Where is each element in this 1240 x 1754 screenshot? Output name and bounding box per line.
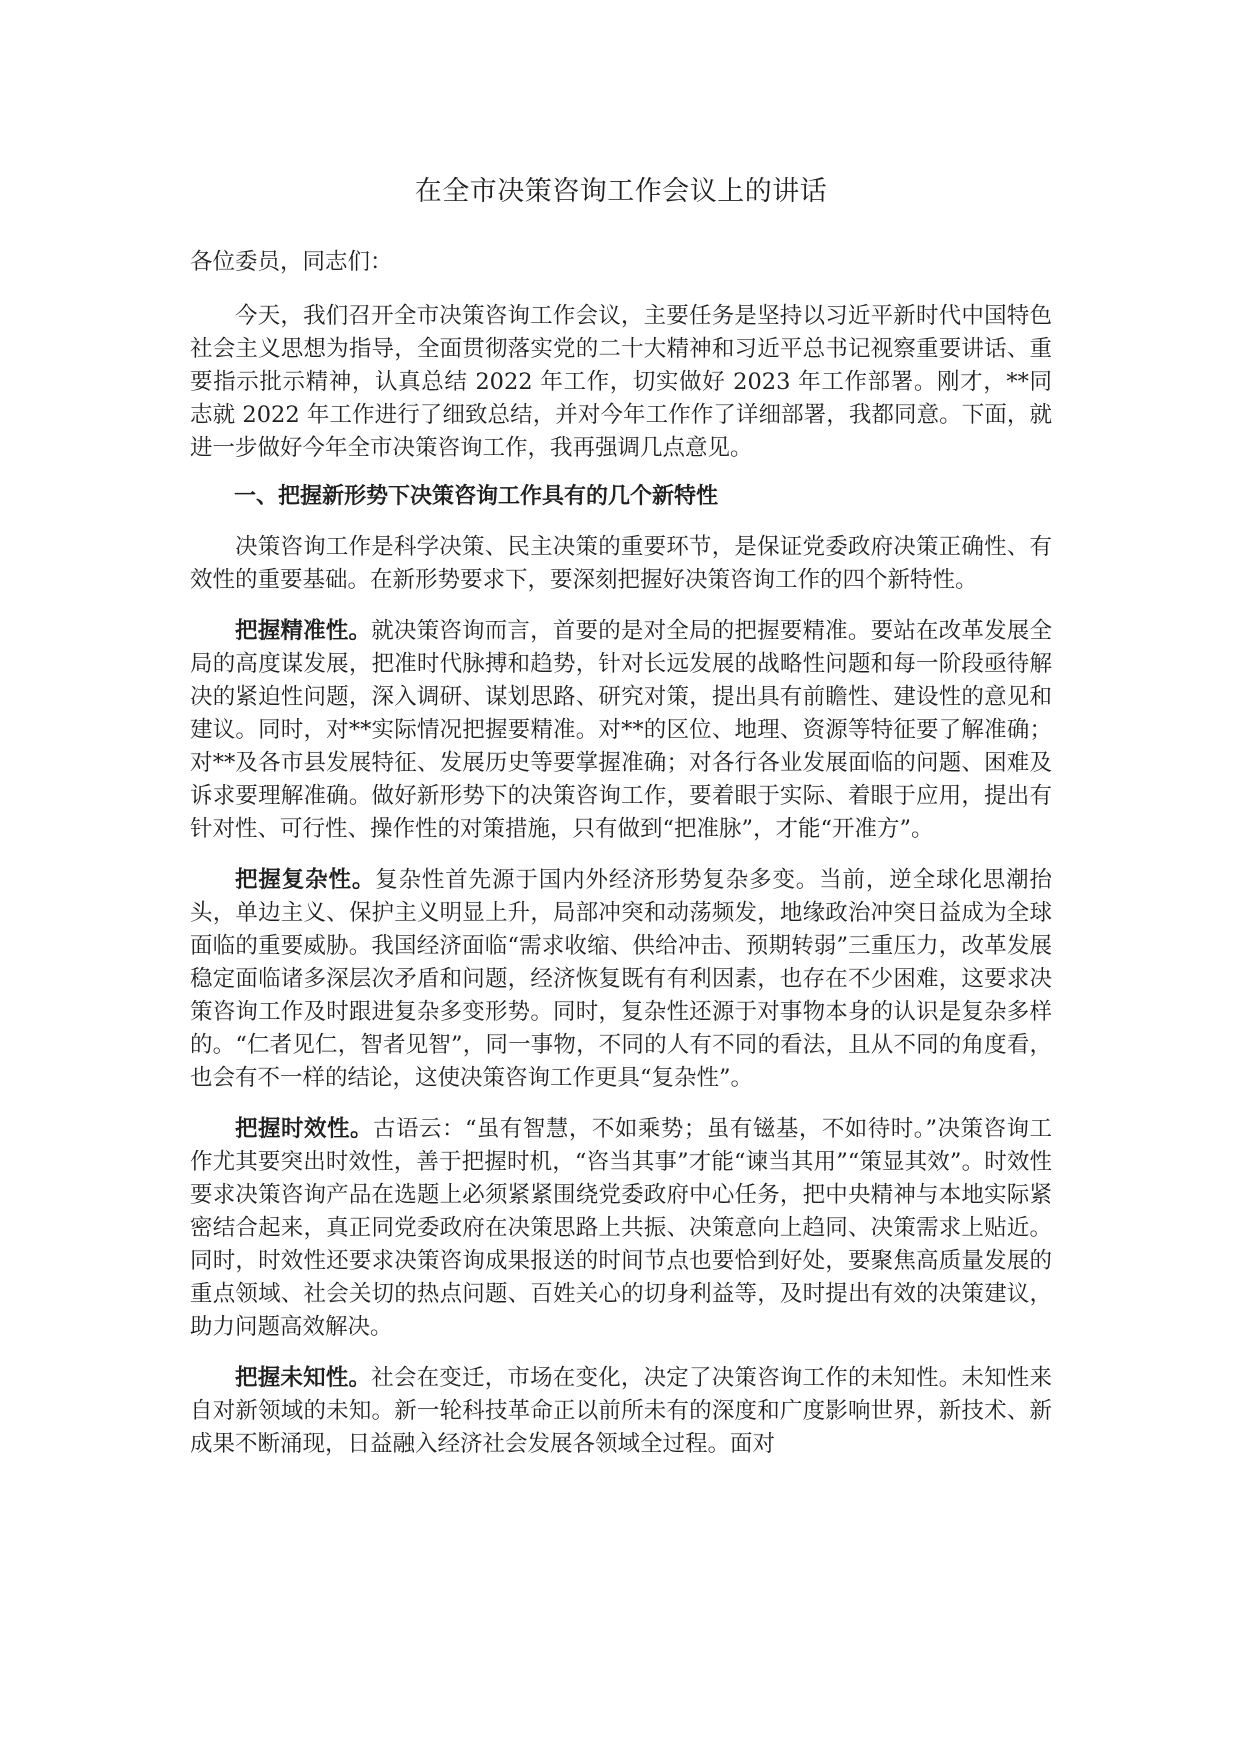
salutation: 各位委员，同志们： [190, 249, 393, 275]
point-timeliness-paragraph [190, 1113, 1052, 1344]
point-complexity-paragraph [190, 864, 1052, 1095]
point-text: 古语云：“虽有智慧，不如乘势；虽有镃基，不如待时。”决策咨询工作尤其要突出时效性，善于把握时机，“咨当其事”才能“谏当其用”“策显其效”。时效性要求决策咨询产品在选题上必须紧紧围绕党委政府中心任务，把中央精神与本地实际紧密结合起来，真正同党委政府在决策思路上共振、决策意向上趋同、决策需求上贴近。同时，时效性还要求决策咨询成果报送的时间节点也要恰到好处，要聚焦高质量发展的重点领域、社会关切的热点问题、百姓关心的切身利益等，及时提出有效的决策建议，助力问题高效解决。 [190, 1116, 1052, 1340]
point-lead: 把握复杂性。 [235, 867, 376, 893]
section-intro-paragraph: 决策咨询工作是科学决策、民主决策的重要环节，是保证党委政府决策正确性、有效性的重要基础。在新形势要求下，要深刻把握好决策咨询工作的四个新特性。 [190, 534, 1052, 593]
point-lead: 把握精准性。 [235, 618, 372, 644]
section-heading: 一、把握新形势下决策咨询工作具有的几个新特性 [234, 484, 719, 509]
point-unknown-paragraph [190, 1362, 1052, 1461]
document-title: 在全市决策咨询工作会议上的讲话 [414, 176, 828, 207]
point-lead: 把握未知性。 [235, 1365, 372, 1391]
point-text: 复杂性首先源于国内外经济形势复杂多变。当前，逆全球化思潮抬头，单边主义、保护主义明显上升，局部冲突和动荡频发，地缘政治冲突日益成为全球面临的重要威胁。我国经济面临“需求收缩、供给冲击、预期转弱”三重压力，改革发展稳定面临诸多深层次矛盾和问题，经济恢复既有有利因素，也存在不少困难，这要求决策咨询工作及时跟进复杂多变形势。同时，复杂性还源于对事物本身的认识是复杂多样的。“仁者见仁，智者见智”，同一事物，不同的人有不同的看法，且从不同的角度看，也会有不一样的结论，这使决策咨询工作更具“复杂性”。 [190, 867, 1052, 1091]
point-text: 就决策咨询而言，首要的是对全局的把握要精准。要站在改革发展全局的高度谋发展，把准时代脉搏和趋势，针对长远发展的战略性问题和每一阶段亟待解决的紧迫性问题，深入调研、谋划思路、研究对策，提出具有前瞻性、建设性的意见和建议。同时，对**实际情况把握要精准。对**的区位、地理、资源等特征要了解准确；对**及各市县发展特征、发展历史等要掌握准确；对各行各业发展面临的问题、困难及诉求要理解准确。做好新形势下的决策咨询工作，要着眼于实际、着眼于应用，提出有针对性、可行性、操作性的对策措施，只有做到“把准脉”，才能“开准方”。 [190, 618, 1052, 842]
point-lead: 把握时效性。 [235, 1116, 373, 1142]
intro-paragraph: 今天，我们召开全市决策咨询工作会议，主要任务是坚持以习近平新时代中国特色社会主义思想为指导，全面贯彻落实党的二十大精神和习近平总书记视察重要讲话、重要指示批示精神，认真总结 2022 年工作，切实做好 2023 年工作部署。刚才，**同志就 2022 年工作进行了细致总结，并对今年工作作了详细部署，我都同意。下面，就进一步做好今年全市决策咨询工作，我再强调几点意见。 [190, 303, 1052, 461]
point-text: 社会在变迁，市场在变化，决定了决策咨询工作的未知性。未知性来自对新领域的未知。新一轮科技革命正以前所未有的深度和广度影响世界，新技术、新成果不断涌现，日益融入经济社会发展各领域全过程。面对 [190, 1365, 1052, 1457]
point-precision-paragraph [190, 615, 1052, 846]
document-body [190, 172, 1052, 1461]
